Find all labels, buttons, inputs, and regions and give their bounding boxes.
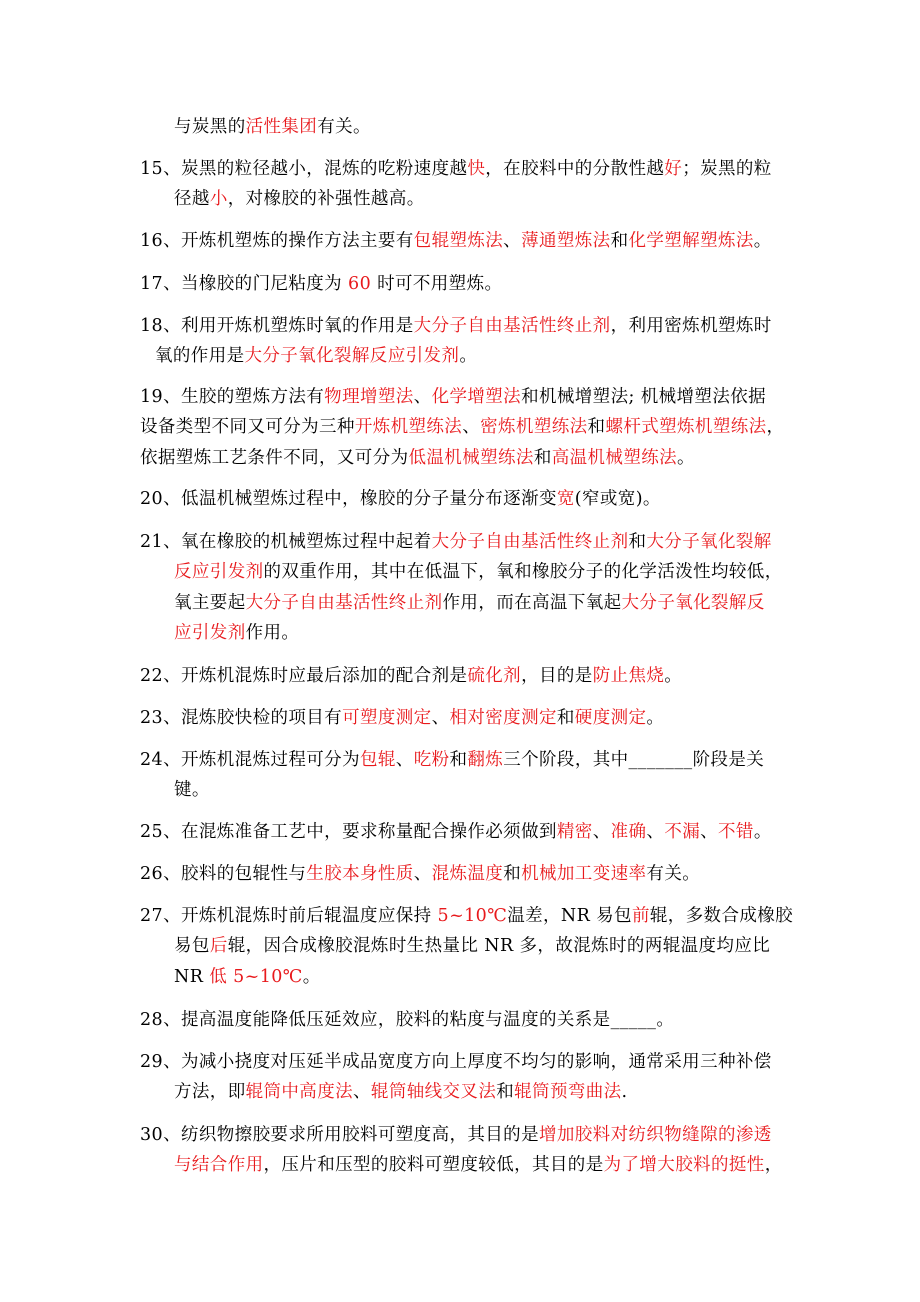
text-segment: 和 [610, 231, 629, 251]
text-line [174, 591, 765, 615]
text-segment: ，压片和压型的胶料可塑度较低，其目的是 [263, 1155, 604, 1175]
text-segment: 17、当橡胶的门尼粘度为 [140, 274, 349, 294]
answer-text: 开炼机塑练法 [354, 417, 463, 437]
text-segment: 23、混炼胶快检的项目有 [140, 708, 343, 728]
text-line [140, 272, 502, 296]
answer-text: 化学增塑法 [431, 387, 522, 407]
text-segment: 28、提高温度能降低压延效应，胶料的粘度与温度的关系是 [140, 1010, 611, 1030]
text-segment: ；炭黑的粒 [682, 159, 772, 179]
text-segment: 26、胶料的包辊性与 [140, 864, 307, 884]
text-segment: 25、在混炼准备工艺中，要求称量配合操作必须做到 [140, 822, 557, 842]
text-segment: 27、开炼机混炼时前后辊温度应保持 [140, 906, 438, 926]
text-segment: 15、炭黑的粒径越小，混炼的吃粉速度越 [140, 159, 468, 179]
text-segment: 与炭黑的 [174, 117, 246, 137]
text-segment: 、 [592, 822, 611, 842]
answer-text: 好 [664, 159, 683, 179]
text-segment: 21、氧在橡胶的机械塑炼过程中起着 [140, 532, 432, 552]
answer-text: 机械加工变速率 [521, 864, 647, 884]
answer-text: 快 [467, 159, 486, 179]
answer-text: 大分子自由基活性终止剂 [245, 593, 443, 613]
text-segment: 。 [302, 967, 321, 987]
answer-text: 螺杆式塑炼机塑练法 [605, 417, 767, 437]
text-line [140, 229, 772, 253]
answer-text: 硬度测定 [574, 708, 647, 728]
text-segment: 有关。 [646, 864, 701, 884]
answer-text: 包辊 [359, 750, 396, 770]
text-line [140, 706, 664, 730]
answer-text: 应引发剂 [174, 623, 246, 643]
answer-text: 化学塑解塑炼法 [628, 231, 754, 251]
answer-text: 高温机械塑练法 [551, 448, 678, 468]
text-segment: 19、生胶的塑炼方法有 [140, 387, 325, 407]
answer-text: 与结合作用 [174, 1155, 264, 1175]
text-segment: 辊，多数合成橡胶 [649, 906, 794, 926]
answer-text: 辊筒预弯曲法 [514, 1082, 622, 1102]
text-segment: 依据塑炼工艺条件不同，又可分为 [140, 448, 409, 468]
text-segment: ，目的是 [521, 666, 593, 686]
answer-text: 混炼温度 [431, 864, 504, 884]
answer-text: 宽 [556, 489, 575, 509]
answer-text: 辊筒中高度法 [245, 1082, 354, 1102]
text-segment: 键。 [174, 780, 210, 800]
text-segment: 。 [753, 231, 772, 251]
text-segment: 设备类型不同又可分为三种 [140, 417, 355, 437]
text-segment: 易包 [174, 936, 210, 956]
text-segment: 20、低温机械塑炼过程中，橡胶的分子量分布逐渐变 [140, 489, 557, 509]
text-line [140, 446, 695, 470]
answer-text: 相对密度测定 [449, 708, 557, 728]
text-segment: 阶段是关 [692, 750, 765, 770]
text-segment: 和 [496, 1082, 515, 1102]
text-segment: 和机械增塑法; 机械增塑法依据 [521, 387, 767, 407]
text-segment: 29、为减小挠度对压延半成品宽度方向上厚度不均匀的影响，通常采用三种补偿 [140, 1052, 772, 1072]
text-line [140, 820, 772, 844]
text-segment: 16、开炼机塑炼的操作方法主要有 [140, 231, 414, 251]
text-segment: NR [174, 967, 210, 987]
answer-text: 后 [209, 936, 228, 956]
answer-text: 5~10℃ [437, 906, 508, 926]
text-line [174, 934, 770, 958]
text-segment: 。 [753, 822, 772, 842]
text-line [140, 904, 793, 928]
text-line [174, 621, 299, 645]
answer-text: 可塑度测定 [342, 708, 432, 728]
text-segment: 和 [587, 417, 606, 437]
text-segment: ， [764, 1155, 783, 1175]
answer-text: 活性集团 [245, 117, 318, 137]
text-segment: 24、开炼机混炼过程可分为 [140, 750, 360, 770]
text-segment: 和 [449, 750, 468, 770]
text-line [140, 1050, 772, 1074]
text-segment: 、 [413, 864, 432, 884]
answer-text: 前 [631, 906, 650, 926]
text-line [140, 664, 682, 688]
answer-text: 大分子氧化裂解反应引发剂 [244, 346, 460, 366]
text-segment: 作用，而在高温下氧起 [442, 593, 622, 613]
answer-text: 大分子氧化裂解 [646, 532, 772, 552]
answer-text: 大分子自由基活性终止剂 [413, 316, 611, 336]
answer-text: 精密 [556, 822, 593, 842]
text-segment: 、 [431, 708, 450, 728]
text-segment: 、 [462, 417, 481, 437]
text-segment: 时可不用塑炼。 [371, 274, 503, 294]
answer-text: 防止焦烧 [592, 666, 665, 686]
answer-text: 增加胶料对纺织物缝隙的渗透 [538, 1125, 772, 1145]
text-line [140, 487, 661, 511]
text-segment: 和 [556, 708, 575, 728]
text-line [174, 1153, 783, 1177]
blank-underline: _____ [610, 1010, 657, 1030]
text-line [140, 157, 772, 181]
text-segment: . [621, 1082, 628, 1102]
text-line [140, 1008, 674, 1032]
text-segment: 氧主要起 [174, 593, 246, 613]
answer-text: 薄通塑炼法 [521, 231, 611, 251]
answer-text: 大分子氧化裂解反 [621, 593, 765, 613]
text-segment: 。 [664, 666, 683, 686]
answer-text: 低 5~10℃ [209, 967, 303, 987]
text-segment: 。 [459, 346, 478, 366]
text-line [140, 385, 766, 409]
answer-text: 物理增塑法 [324, 387, 414, 407]
text-line [140, 415, 784, 439]
answer-text: 大分子自由基活性终止剂 [431, 532, 629, 552]
answer-text: 低温机械塑练法 [408, 448, 534, 468]
text-segment: 、 [353, 1082, 371, 1102]
text-segment: 和 [503, 864, 522, 884]
text-segment: 径越 [174, 189, 210, 209]
text-line [174, 1080, 628, 1104]
text-segment: ，在胶料中的分散性越 [485, 159, 665, 179]
answer-text: 60 [348, 274, 372, 294]
text-segment: 方法，即 [174, 1082, 246, 1102]
text-line [140, 314, 772, 338]
answer-text: 不错 [718, 822, 754, 842]
text-line [155, 344, 477, 368]
answer-text: 准确 [610, 822, 647, 842]
text-segment: 30、纺织物擦胶要求所用胶料可塑度高，其目的是 [140, 1125, 539, 1145]
text-segment: 、 [413, 387, 432, 407]
text-segment: 。 [646, 708, 665, 728]
text-segment: ，利用密炼机塑炼时 [610, 316, 772, 336]
text-segment: 22、开炼机混炼时应最后添加的配合剂是 [140, 666, 468, 686]
text-segment: 。 [656, 1010, 675, 1030]
text-line [174, 187, 425, 211]
answer-text: 小 [209, 189, 228, 209]
blank-underline: _______ [628, 750, 693, 770]
text-segment: (窄或宽)。 [574, 489, 661, 509]
text-segment: 、 [395, 750, 414, 770]
text-line [140, 862, 700, 886]
answer-text: 包辊塑炼法 [413, 231, 504, 251]
text-line [174, 560, 783, 584]
text-segment: 辊，因合成橡胶混炼时生热量比 NR 多，故混炼时的两辊温度均应比 [227, 936, 771, 956]
text-segment: 氧的作用是 [155, 346, 245, 366]
text-line [174, 778, 210, 802]
text-segment: 和 [628, 532, 647, 552]
answer-text: 反应引发剂 [174, 562, 264, 582]
text-line [140, 530, 772, 554]
text-line [140, 1123, 772, 1147]
text-segment: 的双重作用，其中在低温下，氧和橡胶分子的化学活泼性均较低， [263, 562, 783, 582]
answer-text: 不漏 [664, 822, 701, 842]
text-segment: 、 [700, 822, 719, 842]
text-segment: ，对橡胶的补强性越高。 [227, 189, 425, 209]
text-segment: 。 [677, 448, 695, 468]
answer-text: 生胶本身性质 [306, 864, 414, 884]
answer-text: 密炼机塑练法 [480, 417, 588, 437]
answer-text: 为了增大胶料的挺性 [603, 1155, 765, 1175]
answer-text: 硫化剂 [467, 666, 522, 686]
text-segment: ， [766, 417, 785, 437]
text-segment: 和 [533, 448, 552, 468]
text-segment: 作用。 [245, 623, 300, 643]
answer-text: 吃粉 [413, 750, 450, 770]
answer-text: 辊筒轴线交叉法 [370, 1082, 497, 1102]
text-segment: 三个阶段，其中 [503, 750, 629, 770]
text-line [140, 748, 764, 772]
text-segment: 温差，NR 易包 [507, 906, 632, 926]
answer-text: 翻炼 [467, 750, 504, 770]
text-segment: 有关。 [317, 117, 371, 137]
text-segment: 、 [503, 231, 522, 251]
text-segment: 18、利用开炼机塑炼时氧的作用是 [140, 316, 414, 336]
text-segment: 、 [646, 822, 665, 842]
text-line [174, 115, 371, 139]
text-line [174, 965, 321, 989]
